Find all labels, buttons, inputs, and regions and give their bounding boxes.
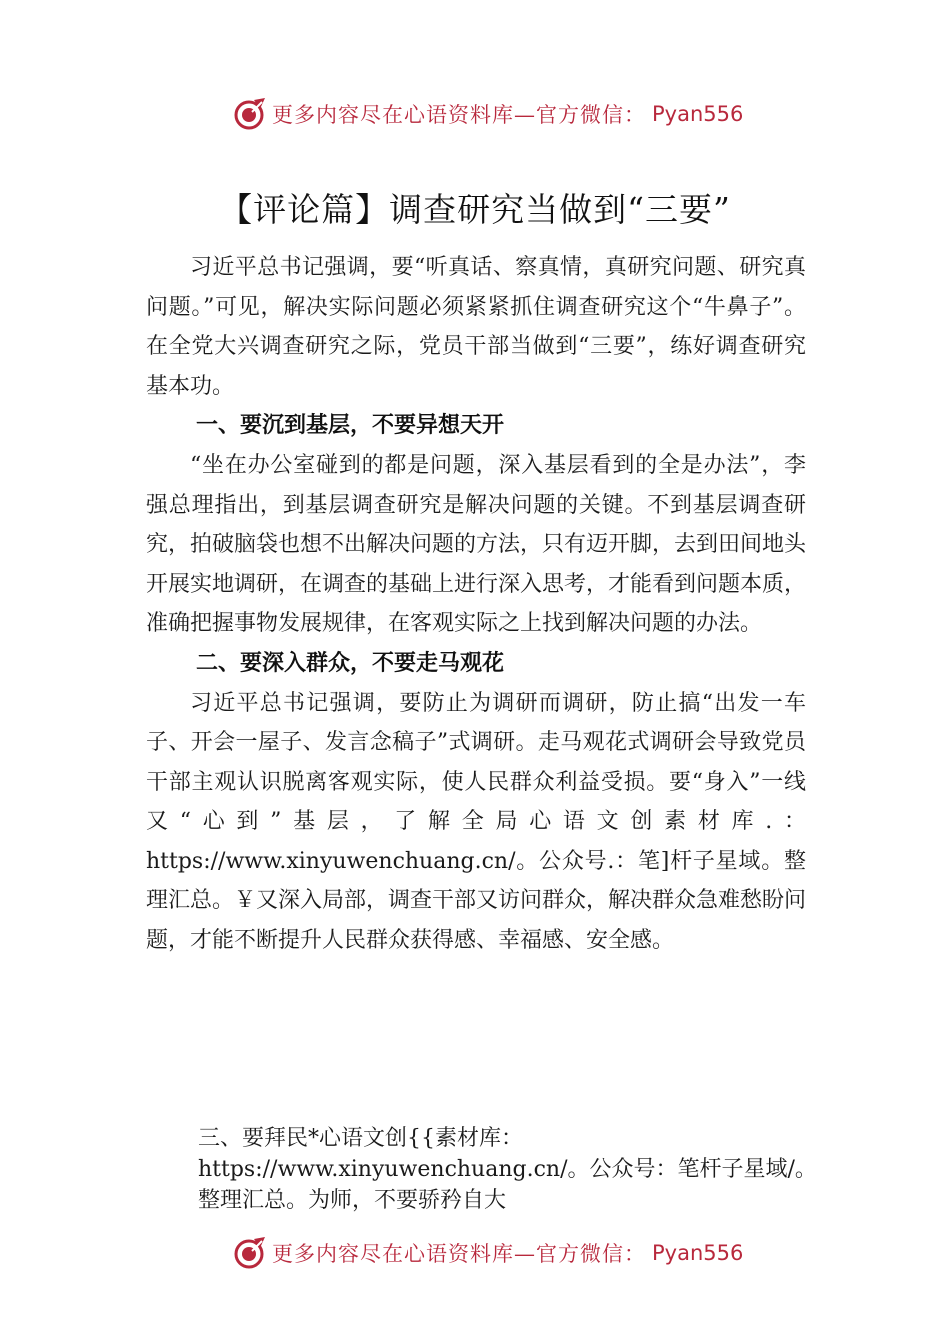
banner-wechat-id: Pyan556 xyxy=(652,1241,744,1265)
page-title: 【评论篇】调查研究当做到“三要” xyxy=(219,190,731,229)
article-body xyxy=(146,248,806,960)
pen-seal-logo-icon xyxy=(232,96,268,132)
section-heading-1: 一、要沉到基层，不要异想天开 xyxy=(196,413,505,438)
intro-paragraph: 习近平总书记强调，要“听真话、察真情，真研究问题、研究真问题。”可见，解决实际问题必须紧紧抓住调查研究这个“牛鼻子”。在全党大兴调查研究之际，党员干部当做到“三要”，练好调查研究基本功。 xyxy=(146,255,806,399)
banner-text: 更多内容尽在心语资料库—官方微信： xyxy=(272,103,646,127)
section-body-1: “坐在办公室碰到的都是问题，深入基层看到的全是办法”，李强总理指出，到基层调查研究是解决问题的关键。不到基层调查研究，拍破脑袋也想不出解决问题的方法，只有迈开脚，去到田间地头开展实地调研，在调查的基础上进行深入思考，才能看到问题本质，准确把握事物发展规律，在客观实际之上找到解决问题的办法。 xyxy=(146,453,807,636)
section-heading-2: 二、要深入群众，不要走马观花 xyxy=(196,650,505,676)
section-heading-3-fragment: 三、要拜民*心语文创{{素材库：https://www.xinyuwenchuang.cn/。公众号：笔杆子星域/。整理汇总。为师，不要骄矜自大 xyxy=(198,1126,817,1213)
section-body-2: 习近平总书记强调，要防止为调研而调研，防止搞“出发一车子、开会一屋子、发言念稿子”式调研。走马观花式调研会导致党员干部主观认识脱离客观实际，使人民群众利益受损。要“身入”一线又“心到”基层，了解全局心语文创素材库.：https://www.xinyuwenchuang.cn/。公众号.：笔]杆子星域。整理汇总。￥又深入局部，调查干部又访问群众，解决群众急难愁盼问题，才能不断提升人民群众获得感、幸福感、安全感。 xyxy=(146,690,807,953)
banner-text: 更多内容尽在心语资料库—官方微信： xyxy=(272,1242,646,1266)
header-banner xyxy=(232,94,743,134)
banner-wechat-id: Pyan556 xyxy=(652,102,744,126)
footer-banner xyxy=(232,1233,743,1273)
pen-seal-logo-icon xyxy=(232,1235,268,1271)
